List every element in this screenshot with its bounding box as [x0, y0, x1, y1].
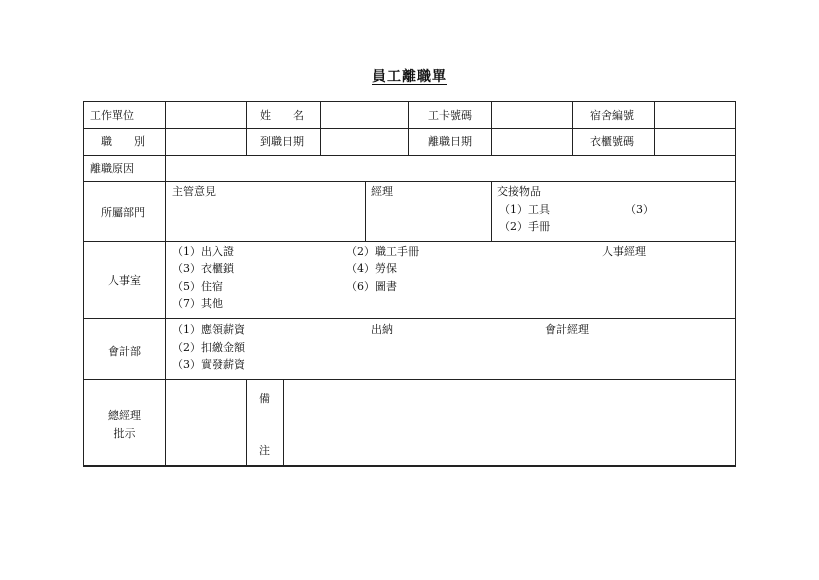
gm-label: 總經理	[108, 409, 141, 422]
cashier-label: 出納	[371, 323, 393, 336]
handover-item: （2）手冊	[499, 220, 550, 233]
hire-date-label: 到職日期	[260, 135, 304, 148]
column-divider	[320, 102, 321, 155]
hr-item: （7）其他	[172, 297, 223, 310]
row-divider	[84, 128, 735, 129]
row-divider	[84, 241, 735, 242]
remarks-label-bottom: 注	[259, 444, 270, 457]
hr-item: （4）勞保	[346, 262, 397, 275]
name-label: 姓 名	[260, 109, 304, 122]
column-divider	[365, 181, 366, 241]
hr-item: （2）職工手冊	[346, 245, 419, 258]
leave-date-label: 離職日期	[428, 135, 472, 148]
gm-approval-label: 批示	[113, 427, 136, 440]
accounting-label: 會計部	[108, 345, 141, 358]
accounting-item: （1）應領薪資	[172, 323, 245, 336]
row-divider	[84, 318, 735, 319]
locker-number-label: 衣櫃號碼	[590, 135, 634, 148]
dorm-number-label: 宿舍編號	[590, 109, 634, 122]
column-divider	[408, 102, 409, 155]
handover-items-label: 交接物品	[497, 185, 541, 198]
column-divider	[572, 102, 573, 155]
row-divider	[84, 155, 735, 156]
hr-item: （5）住宿	[172, 280, 223, 293]
handover-item: （1）工具	[499, 203, 550, 216]
column-divider	[491, 102, 492, 155]
hr-item: （6）圖書	[346, 280, 397, 293]
hr-manager-label: 人事經理	[602, 245, 646, 258]
handover-item: （3）	[625, 203, 654, 216]
accounting-item: （2）扣繳金額	[172, 341, 245, 354]
supervisor-opinion-label: 主管意見	[172, 185, 216, 198]
leave-reason-label: 離職原因	[90, 162, 134, 175]
hr-item: （1）出入證	[172, 245, 234, 258]
card-number-label: 工卡號碼	[428, 109, 472, 122]
row-divider	[84, 379, 735, 380]
page-title: 員工離職單	[372, 69, 447, 85]
resignation-form	[83, 101, 736, 467]
column-divider	[165, 102, 166, 465]
column-divider	[246, 102, 247, 155]
column-divider	[491, 181, 492, 241]
accounting-item: （3）實發薪資	[172, 358, 245, 371]
row-divider	[84, 181, 735, 182]
hr-office-label: 人事室	[108, 274, 141, 287]
remarks-label-top: 備	[259, 392, 270, 405]
column-divider	[654, 102, 655, 155]
accounting-manager-label: 會計經理	[545, 323, 589, 336]
department-label: 所屬部門	[101, 206, 145, 219]
hr-item: （3）衣櫃鎖	[172, 262, 234, 275]
column-divider	[283, 379, 284, 465]
manager-label: 經理	[371, 185, 393, 198]
job-title-label: 職 別	[101, 135, 145, 148]
work-unit-label: 工作單位	[90, 109, 134, 122]
